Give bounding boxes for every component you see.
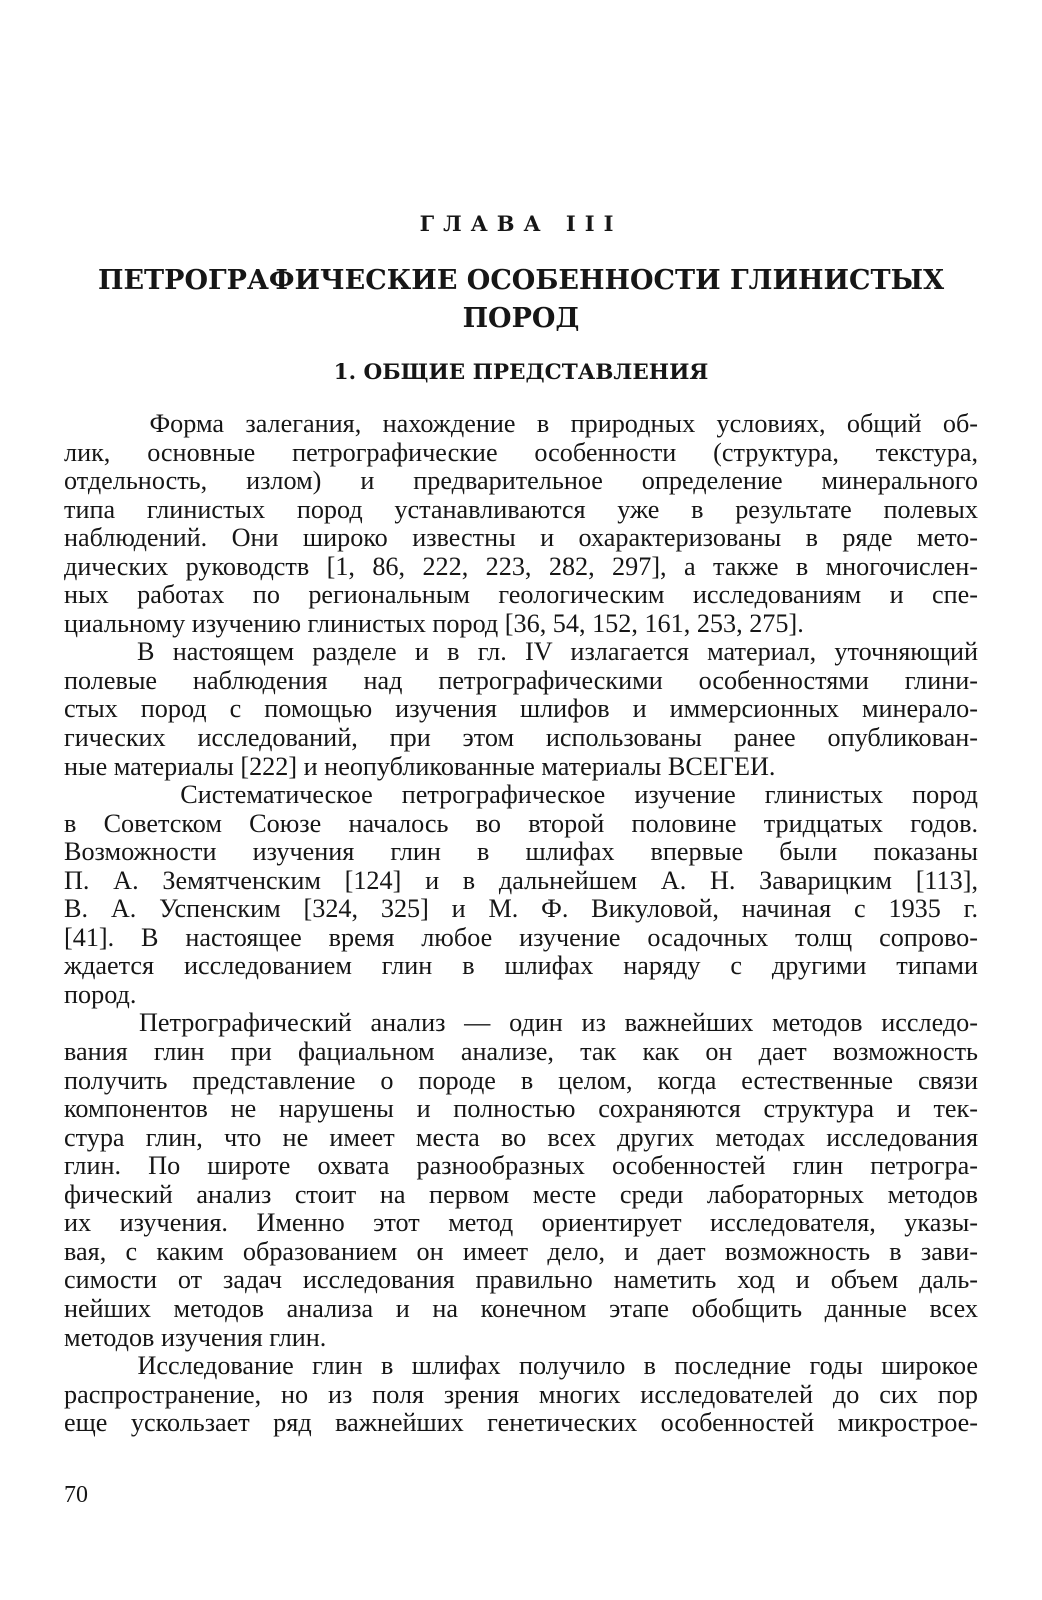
text-line: Возможности изучения глин в шлифах впервые были показаны: [64, 837, 978, 867]
text-line: еще ускользает ряд важнейших генетических особенностей микрострое-: [64, 1408, 978, 1438]
chapter-title-line: ПЕТРОГРАФИЧЕСКИЕ ОСОБЕННОСТИ ГЛИНИСТЫХ: [97, 265, 945, 296]
text-line: ждается исследованием глин в шлифах наряду с другими типами: [64, 951, 978, 981]
text-line: пород.: [64, 979, 137, 1009]
text-line: Исследование глин в шлифах получило в последние годы широкое: [64, 1351, 978, 1381]
chapter-title-line: ПОРОД: [462, 303, 580, 334]
text-line: типа глинистых пород устанавливаются уже в результате полевых: [64, 494, 978, 524]
text-line: симости от задач исследования правильно наметить ход и объем даль-: [64, 1265, 978, 1295]
text-line: их изучения. Именно этот метод ориентирует исследователя, указы-: [64, 1208, 978, 1238]
text-line: распространение, но из поля зрения многих исследователей до сих пор: [64, 1379, 978, 1409]
text-line: в Советском Союзе началось во второй половине тридцатых годов.: [64, 808, 978, 838]
text-line: отдельность, излом) и предварительное определение минерального: [64, 466, 978, 496]
text-line: Петрографический анализ — один из важнейших методов исследо-: [64, 1008, 978, 1038]
text-line: глин. По широте охвата разнообразных особенностей глин петрогра-: [64, 1151, 978, 1181]
text-line: В настоящем разделе и в гл. IV излагается материал, уточняющий: [64, 637, 978, 667]
text-line: лик, основные петрографические особенности (структура, текстура,: [64, 437, 978, 467]
text-line: полевые наблюдения над петрографическими особенностями глини-: [64, 665, 978, 695]
chapter-label: ГЛАВА III: [419, 211, 623, 236]
chapter-title: [60, 262, 982, 338]
body-text: [64, 410, 978, 1438]
text-line: наблюдений. Они широко известны и охарактеризованы в ряде мето-: [64, 523, 978, 553]
text-line: стых пород с помощью изучения шлифов и иммерсионных минерало-: [64, 694, 978, 724]
text-line: фический анализ стоит на первом месте среди лабораторных методов: [64, 1179, 978, 1209]
text-line: циальному изучению глинистых пород [36, 54, 152, 161, 253, 275].: [64, 608, 804, 638]
text-line: получить представление о породе в целом, когда естественные связи: [64, 1065, 978, 1095]
text-line: ные материалы [222] и неопубликованные материалы ВСЕГЕИ.: [64, 751, 776, 781]
text-line: нейших методов анализа и на конечном этапе обобщить данные всех: [64, 1293, 978, 1323]
text-line: П. А. Земятченским [124] и в дальнейшем А. Н. Заварицким [113],: [64, 865, 978, 895]
text-line: вая, с каким образованием он имеет дело, и дает возможность в зави-: [64, 1236, 978, 1266]
text-line: методов изучения глин.: [64, 1322, 327, 1352]
text-line: дических руководств [1, 86, 222, 223, 282, 297], а также в многочислен-: [64, 551, 978, 581]
text-line: Систематическое петрографическое изучение глинистых пород: [64, 780, 978, 810]
page-number: 70: [64, 1482, 88, 1508]
text-line: стура глин, что не имеет места во всех других методах исследования: [64, 1122, 978, 1152]
text-line: вания глин при фациальном анализе, так как он дает возможность: [64, 1037, 978, 1067]
text-line: гических исследований, при этом использованы ранее опубликован-: [64, 723, 978, 753]
text-line: В. А. Успенским [324, 325] и М. Ф. Викуловой, начиная с 1935 г.: [64, 894, 978, 924]
text-line: ных работах по региональным геологическим исследованиям и спе-: [64, 580, 978, 610]
section-title: 1. ОБЩИЕ ПРЕДСТАВЛЕНИЯ: [333, 360, 709, 385]
text-line: компонентов не нарушены и полностью сохраняются структура и тек-: [64, 1094, 978, 1124]
text-line: Форма залегания, нахождение в природных условиях, общий об-: [64, 409, 978, 438]
text-line: [41]. В настоящее время любое изучение осадочных толщ сопрово-: [64, 922, 978, 952]
